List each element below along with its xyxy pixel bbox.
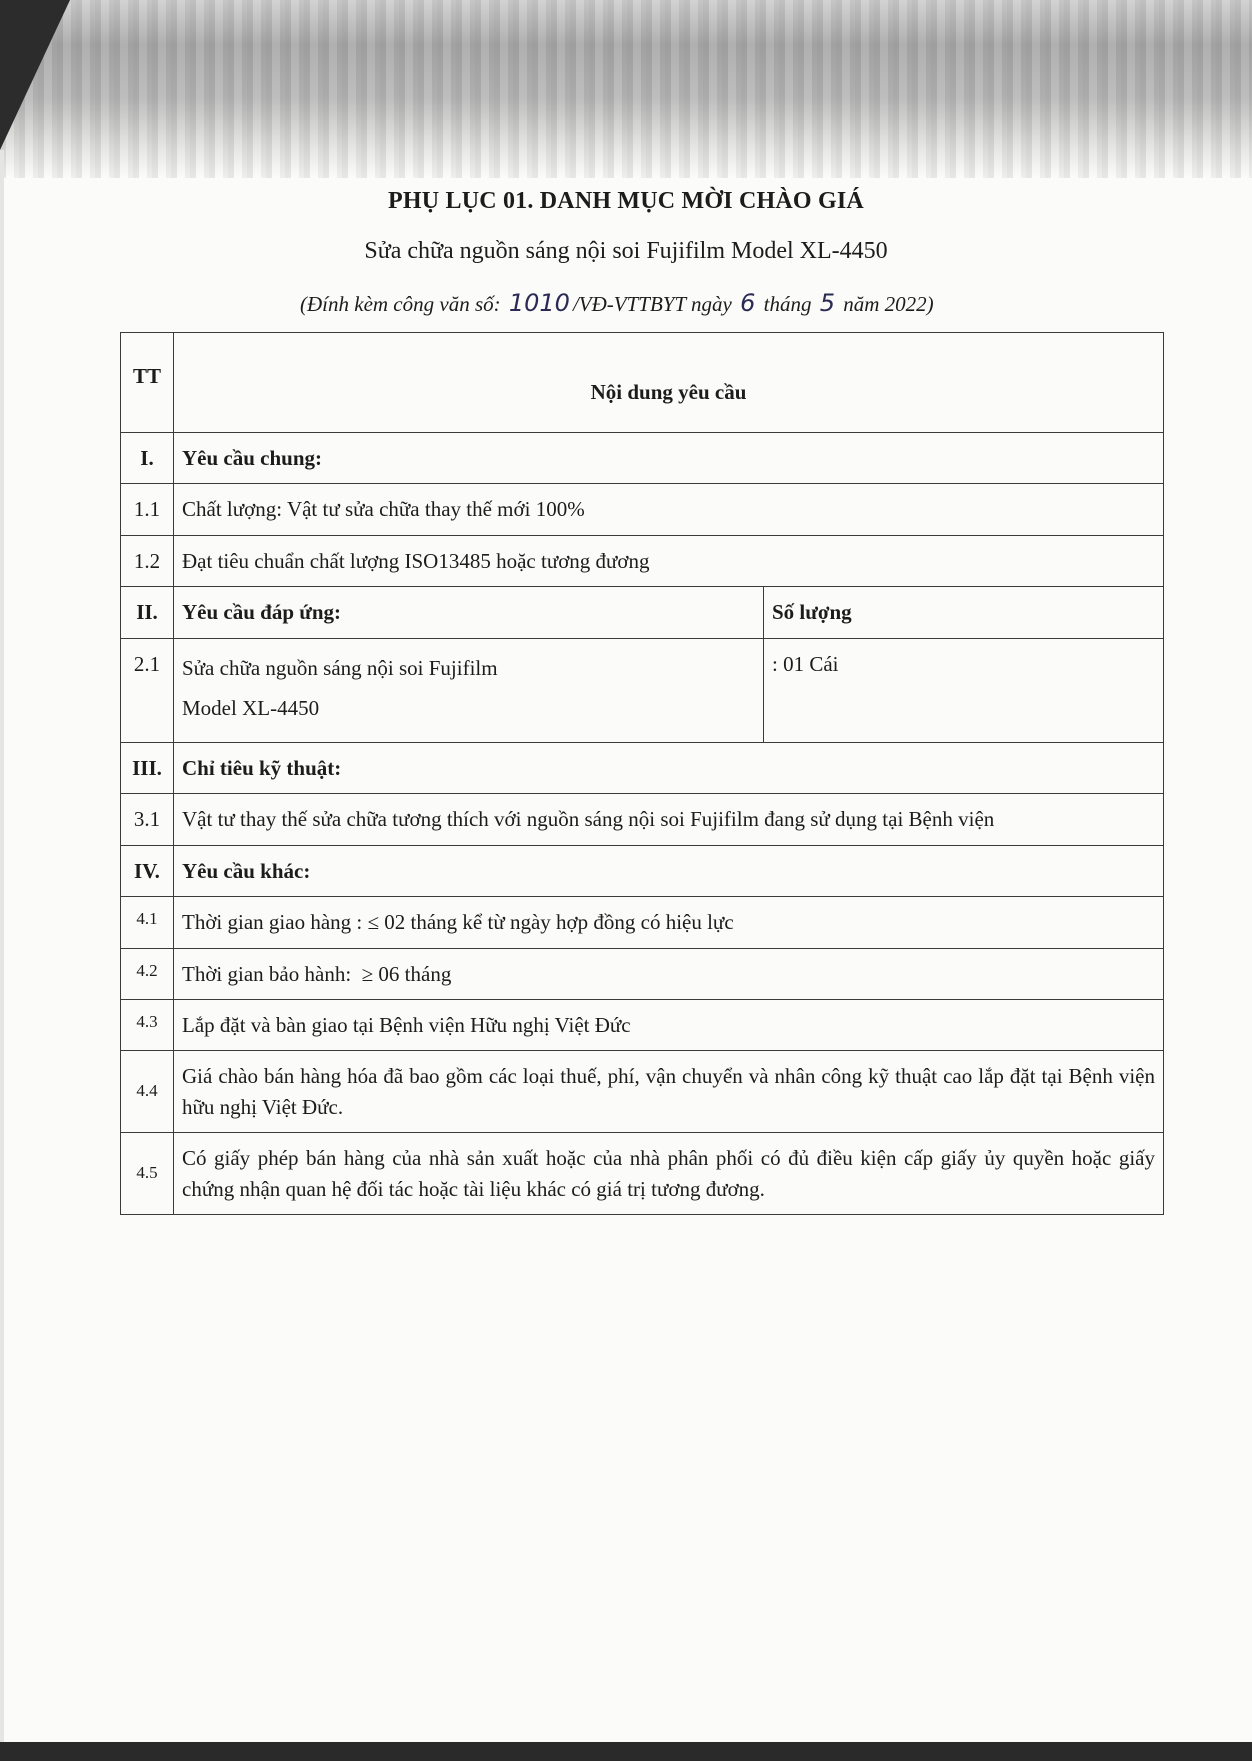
row-number: 1.2 xyxy=(121,535,174,586)
row-number: 4.3 xyxy=(121,999,174,1050)
table-row xyxy=(121,897,1164,948)
section-number: I. xyxy=(121,433,174,484)
section-label: Yêu cầu khác: xyxy=(174,845,1164,896)
reference-code: /VĐ-VTTBYT ngày xyxy=(572,292,732,316)
document-subtitle: Sửa chữa nguồn sáng nội soi Fujifilm Model XL-4450 xyxy=(364,238,888,264)
item-name-line1: Sửa chữa nguồn sáng nội soi Fujifilm xyxy=(182,655,498,680)
row-text: Có giấy phép bán hàng của nhà sản xuất hoặc của nhà phân phối có đủ điều kiện cấp giấy ủy quyền hoặc giấy chứng nhận quan hệ đối tác hoặc tài liệu khác có giá trị tương đương. xyxy=(174,1133,1164,1215)
table-row xyxy=(121,484,1164,535)
section-number: III. xyxy=(121,742,174,793)
section-row xyxy=(121,433,1164,484)
section-label: Chỉ tiêu kỹ thuật: xyxy=(174,742,1164,793)
row-number: 4.1 xyxy=(121,897,174,948)
section-number: II. xyxy=(121,587,174,638)
row-text: Chất lượng: Vật tư sửa chữa thay thế mới 100% xyxy=(174,484,1164,535)
row-text: Lắp đặt và bàn giao tại Bệnh viện Hữu nghị Việt Đức xyxy=(174,999,1164,1050)
section-row xyxy=(121,742,1164,793)
row-text: Thời gian bảo hành: ≥ 06 tháng xyxy=(174,948,1164,999)
scanner-bottom-edge xyxy=(0,1742,1252,1761)
row-number: 4.2 xyxy=(121,948,174,999)
handwritten-day: 6 xyxy=(740,289,756,317)
row-number: 2.1 xyxy=(121,638,174,742)
row-number: 4.4 xyxy=(121,1051,174,1133)
reference-year: năm 2022) xyxy=(843,292,934,316)
table-row xyxy=(121,948,1164,999)
row-text xyxy=(174,638,764,742)
row-number: 4.5 xyxy=(121,1133,174,1215)
table-row xyxy=(121,999,1164,1050)
section-number: IV. xyxy=(121,845,174,896)
table-row xyxy=(121,1133,1164,1215)
reference-month-label: tháng xyxy=(763,292,812,316)
section-row xyxy=(121,587,1164,638)
table-row xyxy=(121,638,1164,742)
row-number: 3.1 xyxy=(121,794,174,845)
scan-shadow-band xyxy=(0,0,1252,178)
header-tt: TT xyxy=(121,333,174,433)
section-label: Yêu cầu chung: xyxy=(174,433,1164,484)
row-text: Đạt tiêu chuẩn chất lượng ISO13485 hoặc tương đương xyxy=(174,535,1164,586)
item-name-line2: Model XL-4450 xyxy=(182,695,320,720)
table-row xyxy=(121,794,1164,845)
header-content: Nội dung yêu cầu xyxy=(174,333,1164,433)
reference-prefix: (Đính kèm công văn số: xyxy=(300,292,506,316)
row-text: Giá chào bán hàng hóa đã bao gồm các loại thuế, phí, vận chuyển và nhân công kỹ thuật cao lắp đặt tại Bệnh viện hữu nghị Việt Đức. xyxy=(174,1051,1164,1133)
folded-corner xyxy=(0,0,70,150)
row-number: 1.1 xyxy=(121,484,174,535)
document-title: PHỤ LỤC 01. DANH MỤC MỜI CHÀO GIÁ xyxy=(388,188,864,214)
row-text: Vật tư thay thế sửa chữa tương thích với nguồn sáng nội soi Fujifilm đang sử dụng tại Bệnh viện xyxy=(174,794,1164,845)
section-label: Yêu cầu đáp ứng: xyxy=(174,587,764,638)
handwritten-number: 1010 xyxy=(508,289,570,317)
reference-line xyxy=(300,289,934,317)
page-edge xyxy=(0,150,4,1742)
table-header-row xyxy=(121,333,1164,433)
row-text: Thời gian giao hàng : ≤ 02 tháng kể từ ngày hợp đồng có hiệu lực xyxy=(174,897,1164,948)
requirements-table xyxy=(120,332,1164,1215)
table-row xyxy=(121,535,1164,586)
quantity-value: : 01 Cái xyxy=(764,638,1164,742)
table-row xyxy=(121,1051,1164,1133)
handwritten-month: 5 xyxy=(819,289,835,317)
section-row xyxy=(121,845,1164,896)
quantity-header: Số lượng xyxy=(764,587,1164,638)
